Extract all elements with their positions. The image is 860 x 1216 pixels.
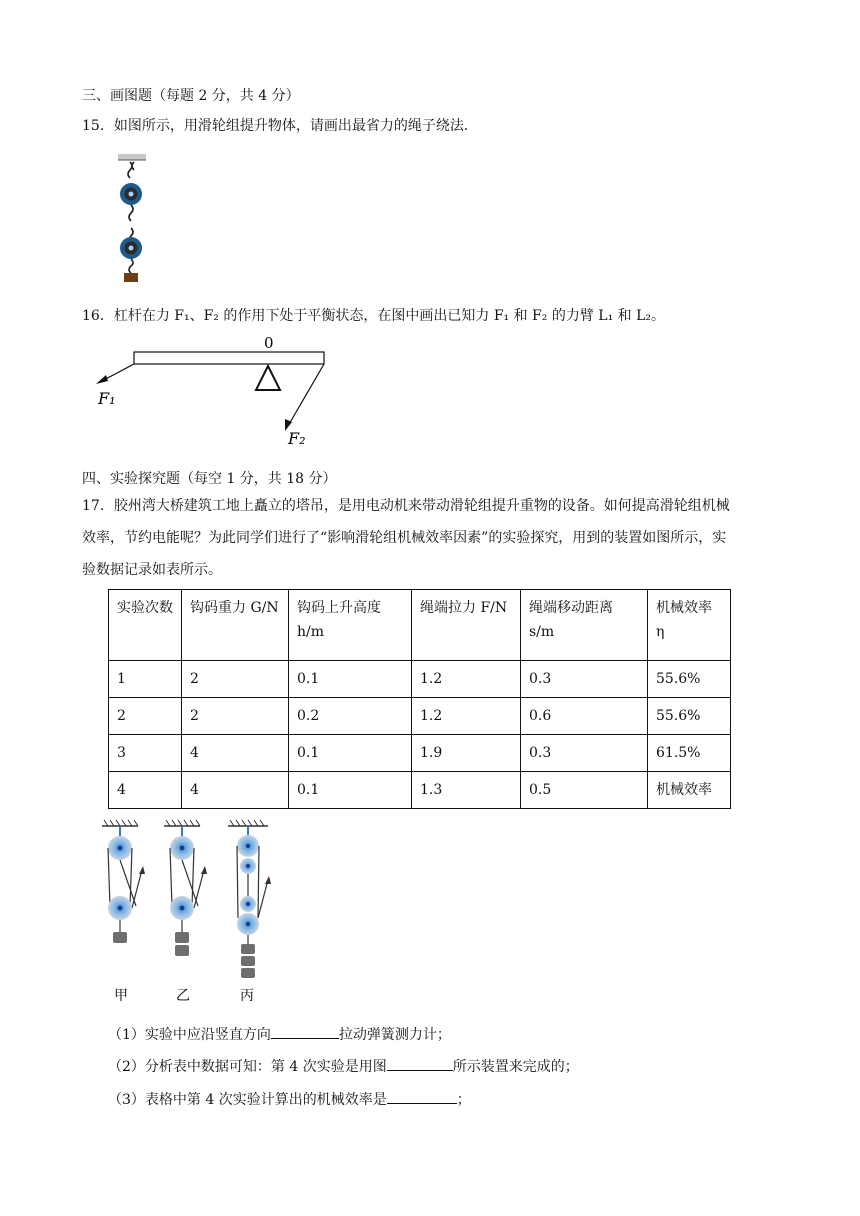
sub3-prefix: （3）表格中第 4 次实验计算出的机械效率是 xyxy=(108,1092,387,1108)
fig-label-bing: 丙 xyxy=(240,988,254,1004)
sub1-answer-blank[interactable] xyxy=(271,1024,339,1039)
section3-title: 三、画图题（每题 2 分，共 4 分） xyxy=(82,88,300,104)
sub2-suffix: 所示装置来完成的； xyxy=(452,1059,579,1075)
header-cell: 钩码重力 G/N xyxy=(182,590,289,661)
table-cell: 1 xyxy=(109,661,182,698)
table-row xyxy=(109,735,731,772)
table-cell: 0.3 xyxy=(521,735,648,772)
pulley-block-figure xyxy=(112,152,152,284)
q15-text: 15．如图所示，用滑轮组提升物体，请画出最省力的绳子绕法． xyxy=(82,118,478,134)
table-cell: 1.2 xyxy=(412,661,521,698)
sub1-prefix: （1）实验中应沿竖直方向 xyxy=(108,1027,271,1043)
fig-label-jia: 甲 xyxy=(114,988,128,1004)
q17-sub1 xyxy=(108,1024,451,1044)
q17-sub3 xyxy=(108,1089,471,1109)
table-cell: 55.6% xyxy=(648,661,731,698)
pivot-label: 0 xyxy=(264,334,274,352)
table-cell: 0.1 xyxy=(289,661,412,698)
table-cell: 0.3 xyxy=(521,661,648,698)
q17-intro: 17．胶州湾大桥建筑工地上矗立的塔吊，是用电动机来带动滑轮组提升重物的设备。如何提高滑轮组机械效率，节约电能呢？为此同学们进行了“影响滑轮组机械效率因素”的实验探究，用到的装置如图所示，实验数据记录如表所示。 xyxy=(82,498,730,578)
table-cell: 61.5% xyxy=(648,735,731,772)
sub2-answer-blank[interactable] xyxy=(387,1056,453,1071)
f2-arrow xyxy=(288,364,324,426)
table-cell: 55.6% xyxy=(648,698,731,735)
table-cell: 3 xyxy=(109,735,182,772)
table-cell: 4 xyxy=(182,735,289,772)
setup-yi xyxy=(164,820,207,956)
section4-title: 四、实验探究题（每空 1 分，共 18 分） xyxy=(82,471,337,487)
setup-jia xyxy=(102,820,145,943)
table-cell: 1.9 xyxy=(412,735,521,772)
table-row xyxy=(109,698,731,735)
q17-sub2 xyxy=(108,1056,579,1076)
header-cell: 实验次数 xyxy=(109,590,182,661)
lever-figure xyxy=(88,334,338,452)
lever-bar xyxy=(134,352,324,364)
table-cell: 2 xyxy=(182,698,289,735)
sub1-suffix: 拉动弹簧测力计； xyxy=(338,1027,451,1043)
table-row xyxy=(109,772,731,809)
q16-text: 16．杠杆在力 F₁、F₂ 的作用下处于平衡状态，在图中画出已知力 F₁ 和 F₂ 的力臂 L₁ 和 L₂。 xyxy=(82,308,665,324)
table-cell: 0.1 xyxy=(289,735,412,772)
table-cell: 4 xyxy=(109,772,182,809)
table-cell: 1.3 xyxy=(412,772,521,809)
header-cell: 钩码上升高度 h/m xyxy=(289,590,412,661)
sub3-suffix: ； xyxy=(456,1092,471,1108)
table-cell: 4 xyxy=(182,772,289,809)
fig-label-yi: 乙 xyxy=(176,988,190,1004)
header-cell: 绳端拉力 F/N xyxy=(412,590,521,661)
experiment-data-table xyxy=(108,589,731,809)
table-cell: 1.2 xyxy=(412,698,521,735)
fulcrum-triangle xyxy=(256,366,280,390)
table-cell: 0.2 xyxy=(289,698,412,735)
sub3-answer-blank[interactable] xyxy=(387,1089,457,1104)
table-cell: 2 xyxy=(182,661,289,698)
table-row xyxy=(109,661,731,698)
load-weight xyxy=(124,273,138,282)
table-header-row xyxy=(109,590,731,661)
table-cell: 0.5 xyxy=(521,772,648,809)
table-cell: 机械效率 xyxy=(648,772,731,809)
pulley-setups-figure xyxy=(96,818,286,1008)
f1-label: F₁ xyxy=(98,389,116,408)
table-cell: 2 xyxy=(109,698,182,735)
ceiling-mount xyxy=(118,154,146,160)
setup-bing xyxy=(228,820,271,978)
header-cell: 绳端移动距离 s/m xyxy=(521,590,648,661)
header-cell: 机械效率 η xyxy=(648,590,731,661)
table-cell: 0.6 xyxy=(521,698,648,735)
f2-label: F₂ xyxy=(288,429,306,448)
table-cell: 0.1 xyxy=(289,772,412,809)
sub2-prefix: （2）分析表中数据可知：第 4 次实验是用图 xyxy=(108,1059,387,1075)
